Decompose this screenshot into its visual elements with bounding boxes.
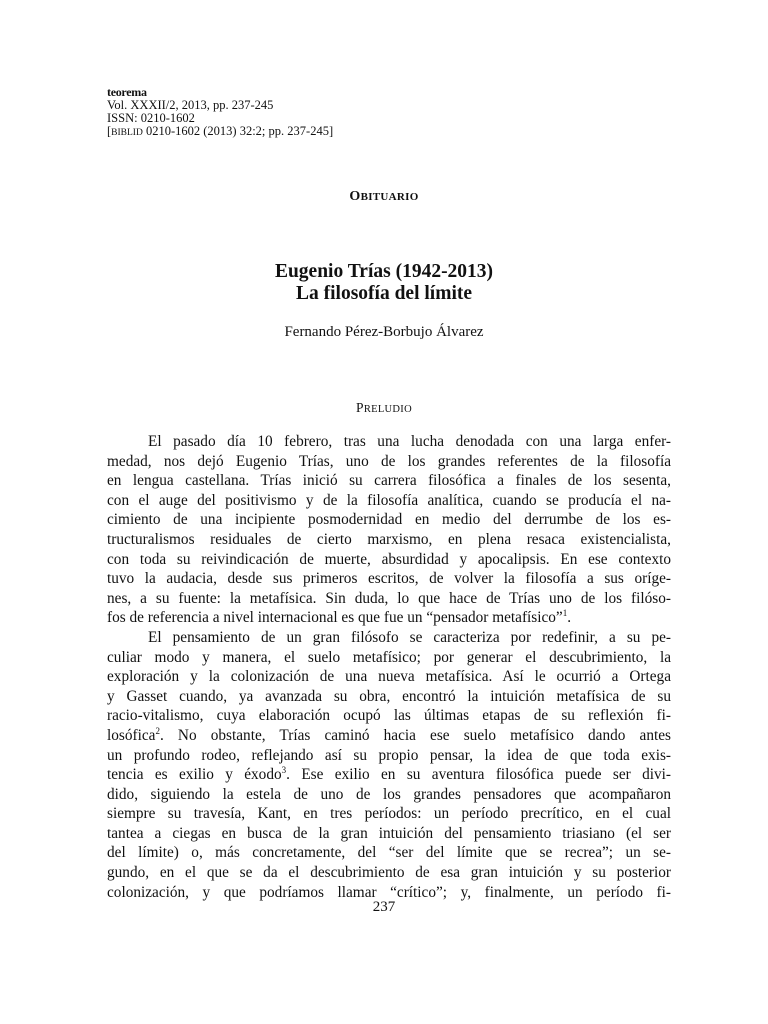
section-heading-rest: BITUARIO [360, 191, 419, 203]
journal-name: teorema [107, 85, 147, 99]
biblid-info [107, 125, 333, 140]
text-line [107, 726, 671, 746]
page-number: 237 [372, 899, 396, 915]
text-line: del límite) o, más concretamente, del “ser del límite que se recrea”; un se- [107, 844, 671, 862]
biblid-prefix: [ [107, 124, 112, 138]
paragraph-1 [107, 432, 671, 628]
text-line: un profundo rodeo, reflejando así su propio pensar, la idea de que toda exis- [107, 746, 671, 764]
section-heading [0, 189, 768, 205]
subsection-heading [0, 400, 768, 416]
text-line: exploración y la colonización de una nueva metafísica. Así le ocurrió a Ortega [107, 668, 671, 686]
text-fragment: . Ese exilio en su aventura filosófica puede ser divi- [286, 766, 671, 784]
subsection-heading-rest: RELUDIO [363, 404, 412, 415]
journal-header [107, 86, 333, 140]
text-line: con toda su reivindicación de muerte, absurdidad y apocalipsis. En ese contexto [107, 550, 671, 568]
biblid-label: BIBLID [111, 128, 143, 138]
text-line: tantea a ciegas en busca de la gran intuición del pensamiento triasiano (el ser [107, 824, 671, 842]
section-heading-cap: O [349, 189, 361, 204]
subsection-heading-cap: P [356, 400, 364, 415]
footnote-ref-1[interactable]: 1 [562, 608, 568, 619]
text-line: en lengua castellana. Trías inició su carrera filosófica a finales de los sesenta, [107, 472, 671, 490]
text-line [107, 608, 671, 628]
text-line: dido, siguiendo la estela de uno de los grandes pensadores que acompañaron [107, 785, 671, 803]
text-line: y Gasset cuando, ya avanzada su obra, encontró la intuición metafísica de su [107, 687, 671, 705]
text-line: tructuralismos residuales de cierto marxismo, en plena resaca existencialista, [107, 530, 671, 548]
text-line: racio-vitalismo, cuya elaboración ocupó las últimas etapas de su reflexión fi- [107, 707, 671, 725]
text-line: cimiento de una incipiente posmodernidad en medio del derrumbe de los es- [107, 511, 671, 529]
text-fragment: fos de referencia a nivel internacional es que fue un “pensador metafísico” [107, 609, 563, 627]
biblid-rest: 0210-1602 (2013) 32:2; pp. 237-245] [142, 124, 334, 138]
article-title-line2: La filosofía del límite [295, 283, 473, 304]
volume-info: Vol. XXXII/2, 2013, pp. 237-245 [107, 98, 274, 112]
text-line: El pasado día 10 febrero, tras una lucha denodada con una larga enfer- [148, 433, 671, 450]
paragraph-2 [107, 628, 671, 902]
text-fragment: . No obstante, Trías caminó hacia ese suelo metafísico dando antes [159, 726, 671, 744]
text-line: siempre su travesía, Kant, en tres períodos: un período precrítico, en el cual [107, 805, 671, 823]
footnote-ref-3[interactable]: 3 [281, 765, 287, 776]
article-author: Fernando Pérez-Borbujo Álvarez [284, 324, 484, 340]
article-body [107, 432, 671, 902]
text-line: nes, a su fuente: la metafísica. Sin duda, lo que hace de Trías uno de los filóso- [107, 589, 671, 607]
article-title [0, 261, 768, 305]
text-fragment: losófica [107, 726, 156, 744]
text-line: culiar modo y manera, el suelo metafísico; por generar el descubrimiento, la [107, 648, 671, 666]
text-line: colonización, y que podríamos llamar “crítico”; y, finalmente, un período fi- [107, 883, 671, 901]
text-fragment: . [567, 609, 572, 627]
text-line: El pensamiento de un gran filósofo se caracteriza por redefinir, a su pe- [148, 628, 671, 646]
text-line: con el auge del positivismo y de la filosofía analítica, cuando se producía el na- [107, 491, 671, 509]
text-line: tuvo la audacia, desde sus primeros escritos, de volver la filosofía a sus oríge- [107, 570, 671, 588]
issn-info: ISSN: 0210-1602 [107, 111, 195, 125]
text-fragment: tencia es exilio y éxodo [107, 766, 282, 784]
text-line [107, 765, 671, 785]
article-title-line1: Eugenio Trías (1942-2013) [274, 261, 494, 282]
text-line: gundo, en el que se da el descubrimiento de esa gran intuición y su posterior [107, 864, 671, 882]
text-line: medad, nos dejó Eugenio Trías, uno de los grandes referentes de la filosofía [107, 452, 671, 470]
footnote-ref-2[interactable]: 2 [155, 725, 160, 736]
